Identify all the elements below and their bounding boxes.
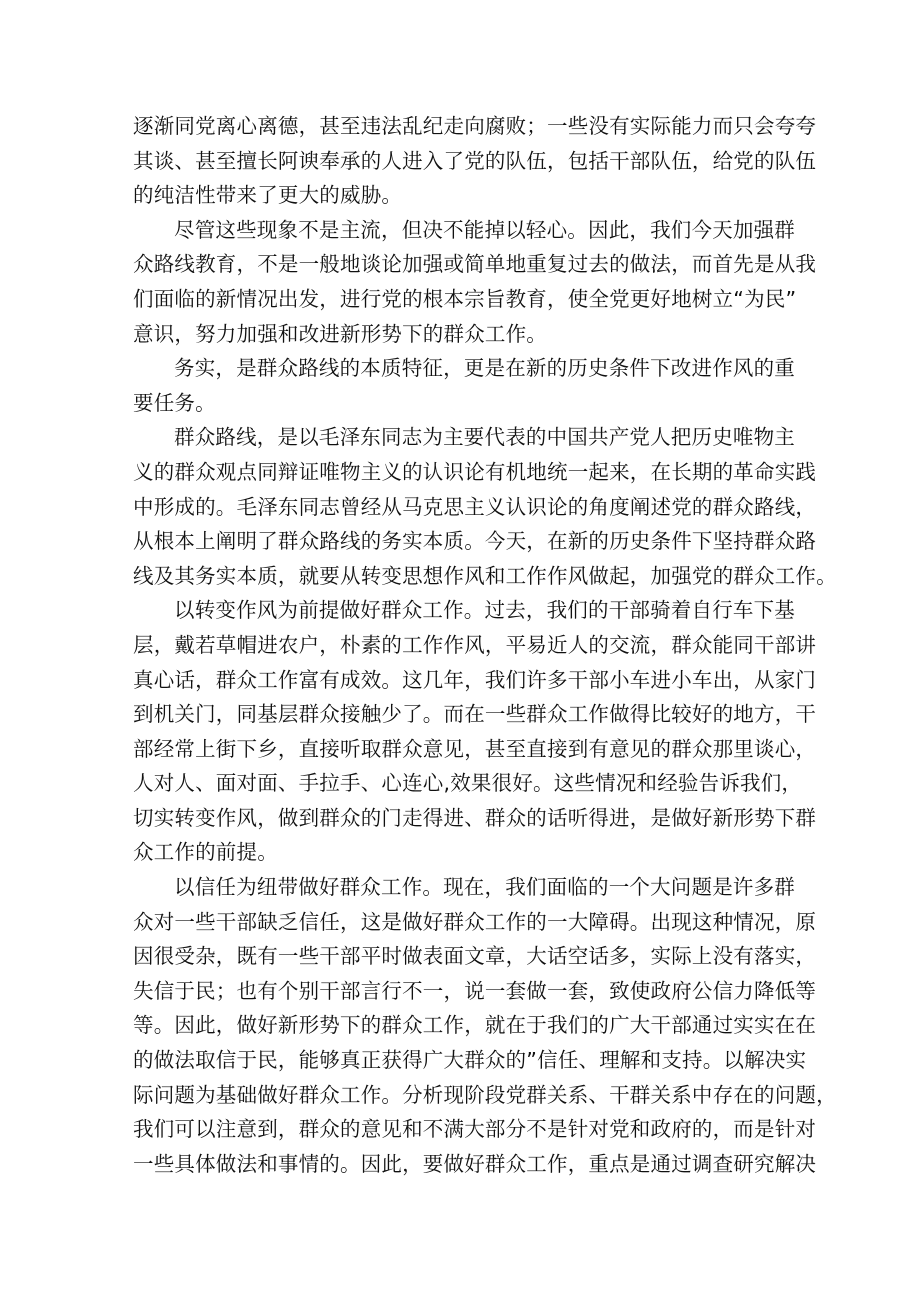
text-line: 其谈、甚至擅长阿谀奉承的人进入了党的队伍，包括干部队伍，给党的队伍 bbox=[133, 148, 817, 173]
text-line: 意识，努力加强和改进新形势下的群众工作。 bbox=[133, 321, 547, 346]
text-line: 逐渐同党离心离德，甚至违法乱纪走向腐败；一些没有实际能力而只会夸夸 bbox=[133, 114, 817, 138]
text-line: 人对人、面对面、手拉手、心连心,效果很好。这些情况和经验告诉我们， bbox=[133, 771, 803, 796]
text-line: 的纯洁性带来了更大的威胁。 bbox=[133, 183, 403, 208]
text-line: 们面临的新情况出发，进行党的根本宗旨教育，使全党更好地树立“为民” bbox=[133, 286, 797, 311]
text-line: 我们可以注意到，群众的意见和不满大部分不是针对党和政府的，而是针对 bbox=[133, 1117, 817, 1142]
paragraph bbox=[133, 109, 817, 213]
text-line: 层，戴若草帽进农户，朴素的工作作风，平易近人的交流，群众能同干部讲 bbox=[133, 632, 817, 657]
text-line: 失信于民；也有个别干部言行不一，说一套做一套，致使政府公信力降低等 bbox=[133, 978, 817, 1003]
paragraph bbox=[133, 420, 837, 593]
text-line: 的做法取信于民，能够真正获得广大群众的”信任、理解和支持。以解决实 bbox=[133, 1048, 807, 1073]
paragraph bbox=[133, 870, 837, 1181]
text-line: 众路线教育，不是一般地谈论加强或简单地重复过去的做法，而首先是从我 bbox=[133, 252, 817, 277]
text-line: 中形成的。毛泽东同志曾经从马克思主义认识论的角度阐述党的群众路线， bbox=[133, 494, 817, 519]
text-line: 众工作的前提。 bbox=[133, 840, 278, 865]
paragraph bbox=[133, 351, 795, 420]
text-line: 切实转变作风，做到群众的门走得进、群众的话听得进，是做好新形势下群 bbox=[133, 805, 817, 830]
paragraph bbox=[133, 593, 817, 870]
text-line: 以转变作风为前提做好群众工作。过去，我们的干部骑着自行车下基 bbox=[174, 598, 795, 623]
text-line: 从根本上阐明了群众路线的务实本质。今天，在新的历史条件下坚持群众路 bbox=[133, 529, 817, 554]
document-page bbox=[133, 109, 837, 1181]
text-line: 因很受杂，既有一些干部平时做表面文章，大话空话多，实际上没有落实， bbox=[133, 944, 817, 969]
text-line: 等。因此，做好新形势下的群众工作，就在于我们的广大干部通过实实在在 bbox=[133, 1013, 817, 1038]
text-line: 要任务。 bbox=[133, 390, 216, 415]
text-line: 尽管这些现象不是主流，但决不能掉以轻心。因此，我们今天加强群 bbox=[174, 217, 795, 242]
text-line: 义的群众观点同辩证唯物主义的认识论有机地统一起来，在长期的革命实践 bbox=[133, 459, 817, 484]
text-line: 务实，是群众路线的本质特征，更是在新的历史条件下改进作风的重 bbox=[174, 356, 795, 381]
text-line: 际问题为基础做好群众工作。分析现阶段党群关系、干群关系中存在的问题， bbox=[133, 1082, 837, 1107]
text-line: 一些具体做法和事情的。因此，要做好群众工作，重点是通过调查研究解决 bbox=[133, 1151, 817, 1176]
text-line: 众对一些干部缺乏信任，这是做好群众工作的一大障碍。出现这种情况，原 bbox=[133, 909, 817, 934]
text-line: 群众路线，是以毛泽东同志为主要代表的中国共产党人把历史唯物主 bbox=[174, 425, 795, 450]
text-line: 以信任为纽带做好群众工作。现在，我们面临的一个大问题是许多群 bbox=[174, 875, 795, 900]
text-line: 部经常上街下乡，直接听取群众意见，甚至直接到有意见的群众那里谈心， bbox=[133, 736, 817, 761]
text-line: 真心话，群众工作富有成效。这几年，我们许多干部小车进小车出，从家门 bbox=[133, 667, 817, 692]
text-line: 线及其务实本质，就要从转变思想作风和工作作风做起，加强党的群众工作。 bbox=[133, 563, 837, 588]
paragraph bbox=[133, 213, 817, 351]
text-line: 到机关门，同基层群众接触少了。而在一些群众工作做得比较好的地方，干 bbox=[133, 702, 817, 727]
